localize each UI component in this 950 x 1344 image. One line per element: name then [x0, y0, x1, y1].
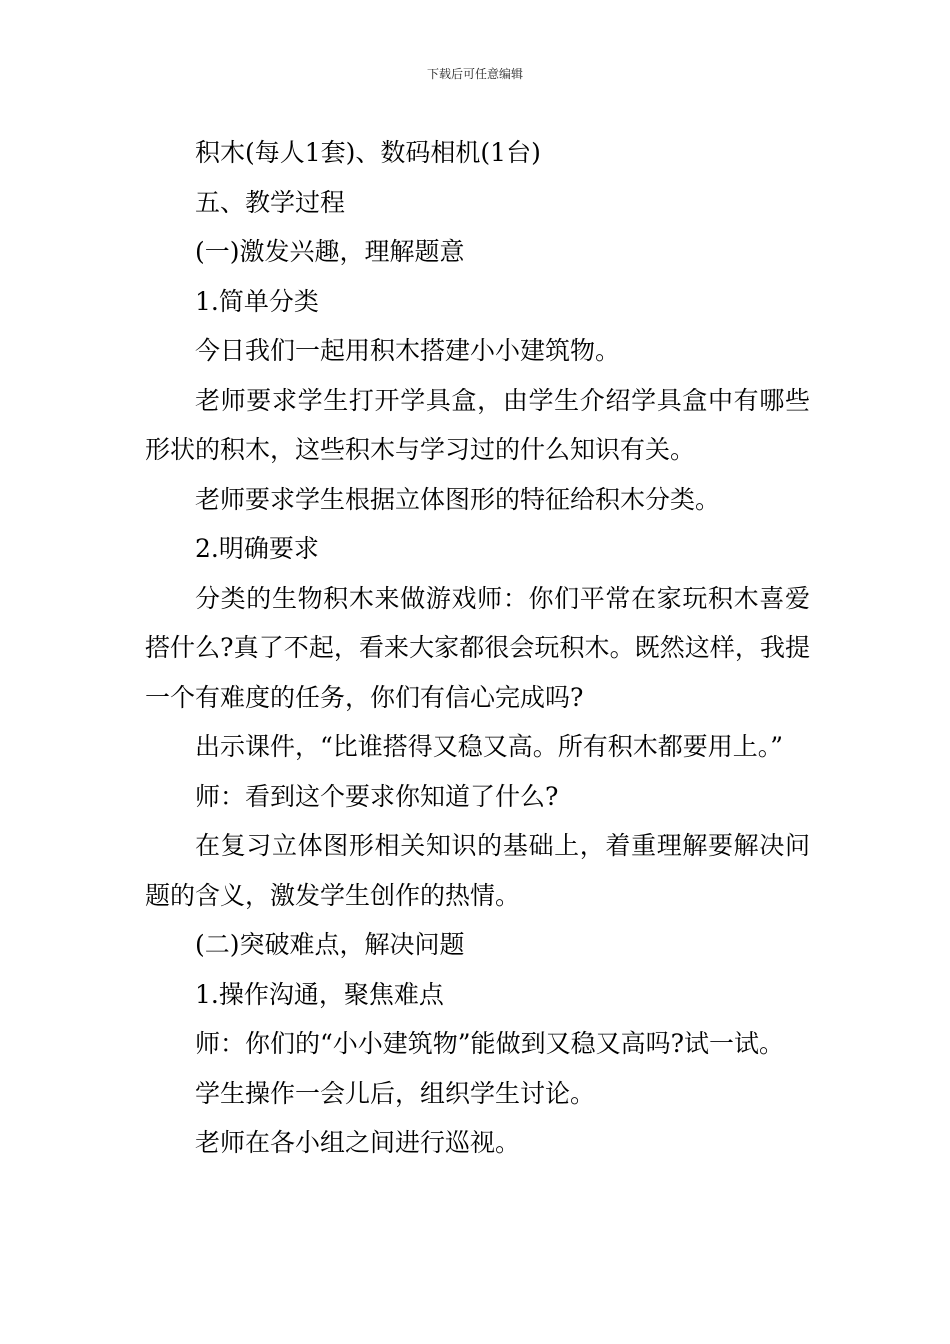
paragraph-discussion: 学生操作一会儿后，组织学生讨论。	[195, 1078, 596, 1108]
paragraph-courseware: 出示课件，“比谁搭得又稳又高。所有积木都要用上。”	[195, 732, 784, 761]
paragraph-materials: 积木(每人1套)、数码相机(1台)	[195, 138, 541, 167]
heading-simple-classification: 1.简单分类	[195, 286, 319, 316]
page-header: 下载后可任意编辑	[426, 67, 523, 81]
heading-part-one: (一)激发兴趣，理解题意	[195, 237, 465, 266]
paragraph-classify: 老师要求学生根据立体图形的特征给积木分类。	[195, 484, 721, 514]
paragraph-review: 在复习立体图形相关知识的基础上，着重理解要解决问题的含义，激发学生创作的热情。	[145, 831, 810, 910]
paragraph-patrol: 老师在各小组之间进行巡视。	[195, 1128, 521, 1157]
paragraph-open-box: 老师要求学生打开学具盒，由学生介绍学具盒中有哪些形状的积木，这些积木与学习过的什么知识有关。	[145, 385, 810, 464]
paragraph-teacher-question: 师：看到这个要求你知道了什么?	[195, 781, 559, 811]
heading-part-two: (二)突破难点，解决问题	[195, 930, 465, 959]
paragraph-try: 师：你们的“小小建筑物”能做到又稳又高吗?试一试。	[195, 1029, 784, 1058]
heading-teaching-process: 五、教学过程	[195, 187, 346, 217]
heading-operation: 1.操作沟通，聚焦难点	[195, 979, 444, 1009]
document-body	[145, 128, 810, 1168]
heading-clear-requirements: 2.明确要求	[195, 534, 319, 563]
paragraph-intro: 今日我们一起用积木搭建小小建筑物。	[195, 336, 621, 365]
paragraph-game: 分类的生物积木来做游戏师：你们平常在家玩积木喜爱搭什么?真了不起，看来大家都很会玩积木。既然这样，我提一个有难度的任务，你们有信心完成吗?	[145, 583, 810, 712]
